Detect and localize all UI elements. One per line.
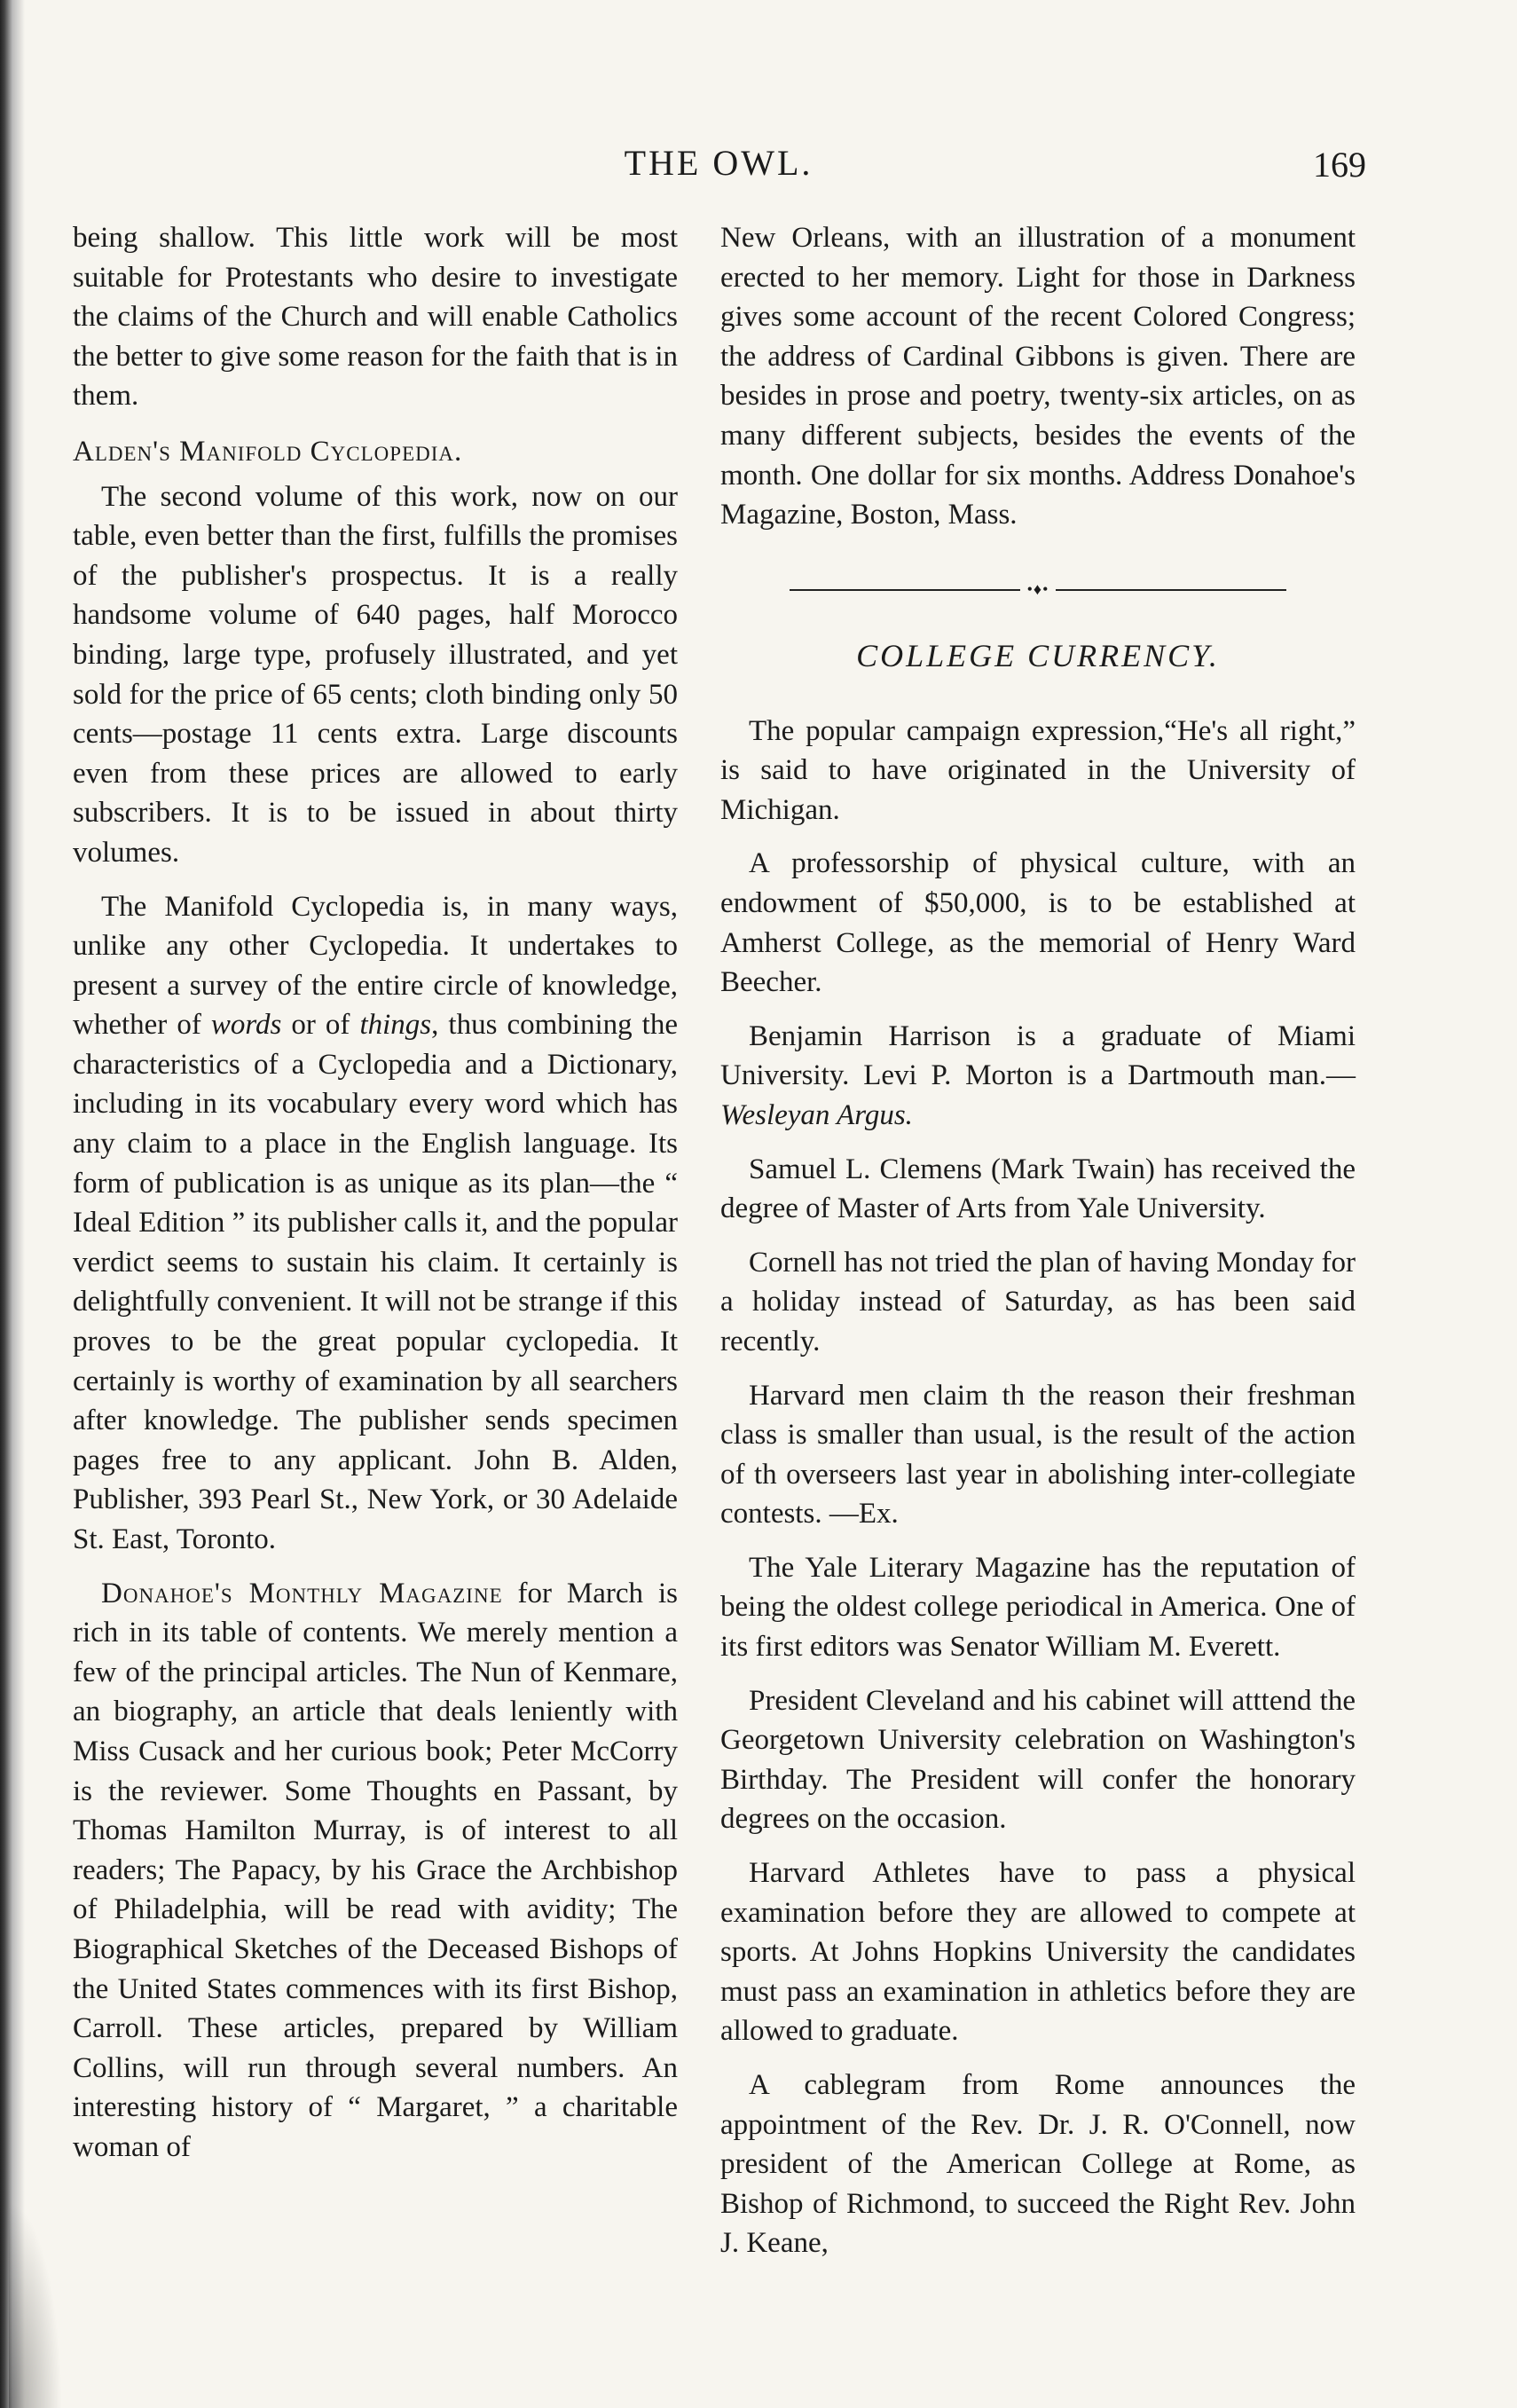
news-item: A cablegram from Rome announces the appointment of the Rev. Dr. J. R. O'Connell, now president of the American College at Rome, as Bishop of Richmond, to succeed the Right Rev. John J. Keane, (720, 2069, 1356, 2260)
news-item: A professorship of physical culture, with an endowment of $50,000, is to be established at Amherst College, as the memorial of Henry Ward Beecher. (720, 847, 1356, 999)
text-run: , thus combining the characteristics of a Cyclopedia and a Dictionary, including in its vocabulary every word which has any claim to a place in the English language. Its form of publication is as unique as its plan—the “ Ideal Edition ” its publisher calls it, and the popular verdict seems to sustain his claim. It certainly is delightfully convenient. It will not be strange if this proves to be the great popular cyclopedia. It certainly is worthy of examination by all searchers after knowledge. The publisher sends specimen pages free to any applicant. John B. Alden, Publisher, 393 Pearl St., New York, or 30 Adelaide St. East, Toronto. (73, 1009, 678, 1555)
page-binding-edge (0, 0, 25, 2408)
page-corner-shadow (9, 2200, 62, 2408)
left-column (73, 218, 678, 2182)
section-divider (720, 569, 1356, 610)
text-run: or of (281, 1009, 360, 1042)
paragraph-continuation: being shallow. This little work will be most suitable for Protestants who desire to investigate the claims of the Church and will enable Catholics the better to give some reason for the faith that is in them. (73, 222, 678, 413)
news-item: The Yale Literary Magazine has the reputation of being the oldest college periodical in America. One of its first editors was Senator William M. Everett. (720, 1551, 1356, 1664)
italic-source: Wesleyan Argus. (720, 1098, 913, 1131)
italic-text: things (359, 1009, 432, 1042)
news-item: Cornell has not tried the plan of having Monday for a holiday instead of Saturday, as has been said recently. (720, 1246, 1356, 1357)
text-run: The Manifold Cyclopedia is, in many ways, unlike any other Cyclopedia. It undertakes to present a survey of the entire circle of knowledge, whether of (73, 890, 678, 1042)
aldens-paragraph-2 (73, 887, 678, 1560)
right-column (720, 218, 1356, 2278)
news-item: Samuel L. Clemens (Mark Twain) has received the degree of Master of Arts from Yale University. (720, 1153, 1356, 1225)
page-header (71, 133, 1366, 195)
donahoe-paragraph (73, 1574, 678, 2168)
news-item: Harvard men claim th the reason their freshman class is smaller than usual, is the result of the action of th overseers last year in abolishing inter-collegiate contests. —Ex. (720, 1379, 1356, 1531)
news-item: The popular campaign expression,“He's all right,” is said to have originated in the University of Michigan. (720, 714, 1356, 826)
divider-rule (1056, 589, 1286, 591)
divider-ornament-icon: •♦• (1026, 580, 1049, 599)
college-currency-heading: COLLEGE CURRENCY. (856, 638, 1220, 673)
aldens-paragraph-1: The second volume of this work, now on our table, even better than the first, fulfills the promises of the publisher's prospectus. It is a really handsome volume of 640 pages, half Morocco binding, large type, profusely illustrated, and yet sold for the price of 65 cents; cloth binding only 50 cents—postage 11 cents extra. Large discounts even from these prices are allowed to early subscribers. It is to be issued in about thirty volumes. (73, 480, 678, 869)
text-run: for March is rich in its table of contents. We merely mention a few of the principal articles. The Nun of Kenmare, an biography, an article that deals leniently with Miss Cusack and her curious book; Peter McCorry is the reviewer. Some Thoughts en Passant, by Thomas Hamilton Murray, is of interest to all readers; The Papacy, by his Grace the Archbishop of Philadelphia, will be read with avidity; The Biographical Sketches of the Deceased Bishops of the United States commences with its first Bishop, Carroll. These articles, prepared by William Collins, will run through several numbers. An interesting history of “ Margaret, ” a charitable woman of (73, 1577, 678, 2163)
news-item: Harvard Athletes have to pass a physical examination before they are allowed to compete at sports. At Johns Hopkins University the candidates must pass an examination in athletics before they are allowed to graduate. (720, 1857, 1356, 2048)
donahoe-heading: Donahoe's Monthly Magazine (101, 1577, 503, 1609)
page-number: 169 (1313, 145, 1366, 185)
text-run: Benjamin Harrison is a graduate of Miami University. Levi P. Morton is a Dartmouth man.— (720, 1019, 1356, 1092)
divider-rule (790, 589, 1020, 591)
running-title: THE OWL. (624, 143, 814, 183)
aldens-cyclopedia-heading: Alden's Manifold Cyclopedia. (73, 435, 463, 468)
news-item (720, 1017, 1356, 1136)
news-item: President Cleveland and his cabinet will atttend the Georgetown University celebration on Washington's Birthday. The President will confer the honorary degrees on the occasion. (720, 1684, 1356, 1836)
donahoe-continuation: New Orleans, with an illustration of a monument erected to her memory. Light for those in Darkness gives some account of the recent Colored Congress; the address of Cardinal Gibbons is given. There are besides in prose and poetry, twenty-six articles, on as many different subjects, besides the events of the month. One dollar for six months. Address Donahoe's Magazine, Boston, Mass. (720, 222, 1356, 531)
italic-text: words (210, 1009, 282, 1042)
